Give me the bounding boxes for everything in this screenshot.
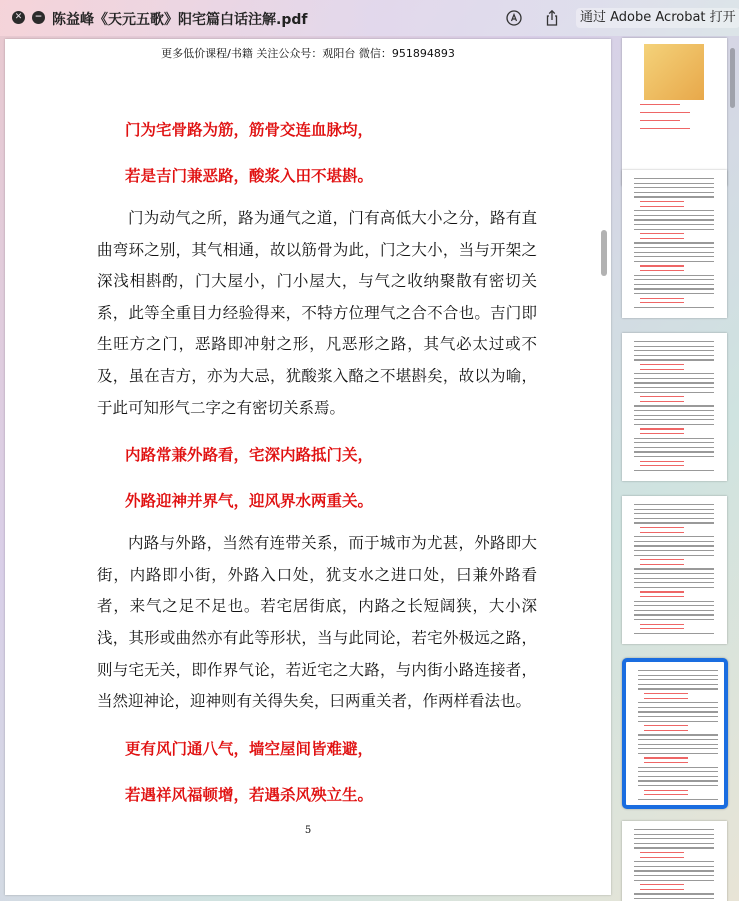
- page-thumbnail[interactable]: [622, 658, 728, 809]
- thumbnail-text-line: [634, 350, 714, 351]
- thumbnail-text-line: [638, 721, 718, 722]
- thumbnail-text-line: [634, 284, 714, 285]
- thumbnail-text-line: [634, 518, 714, 519]
- thumbnail-text-line: [634, 252, 714, 253]
- thumbnail-text-line: [640, 527, 684, 528]
- thumbnail-text-line: [640, 302, 684, 303]
- thumbnail-text-line: [634, 424, 714, 425]
- cover-image: [644, 44, 704, 100]
- thumbnail-text-line: [634, 880, 714, 881]
- thumbnail-text-line: [644, 698, 688, 699]
- thumbnail-text-line: [640, 201, 684, 202]
- thumbnail-text-line: [634, 279, 714, 280]
- thumbnail-text-line: [640, 884, 684, 885]
- thumbnail-text-line: [634, 215, 714, 216]
- thumbnail-text-line: [634, 866, 714, 867]
- thumbnail-text-line: [634, 410, 714, 411]
- thumbnail-text-line: [634, 614, 714, 615]
- thumbnail-text-line: [644, 794, 688, 795]
- commentary-paragraph: 内路与外路，当然有连带关系，而于城市为尤甚，外路即大街，内路即小街，外路入口处，犹支水之进口处，曰兼外路看者，来气之足不足也。若宅居街底，内路之长短阔狭，大小深浅，其形或曲然亦有此等形状，当与此同论，若宅外极远之路，则与宅无关，即作界气论，若近宅之大路，与内街小路连接者，当然迎神论，迎神则有关得失矣，曰两重关者，作两样看法也。: [97, 534, 537, 711]
- thumbnail-text-line: [634, 187, 714, 188]
- thumbnail-text-line: [634, 870, 714, 871]
- thumbnail-text-line: [634, 898, 714, 899]
- verse-line: 若是吉门兼恶路，酸浆入田不堪斟。: [125, 166, 374, 185]
- page-thumbnail[interactable]: [622, 170, 727, 318]
- thumbnail-text-line: [634, 355, 714, 356]
- thumbnail-text-line: [644, 762, 688, 763]
- thumbnail-text-line: [634, 438, 714, 439]
- thumbnail-text-line: [640, 559, 684, 560]
- thumbnail-text-line: [634, 359, 714, 360]
- thumbnail-text-line: [634, 541, 714, 542]
- open-in-acrobat-button[interactable]: 通过 Adobe Acrobat 打开: [576, 8, 739, 28]
- verse-line: 更有风门通八气，墙空屋间皆难避，: [125, 738, 374, 758]
- thumbnail-text-line: [634, 247, 714, 248]
- page-thumbnail[interactable]: [622, 496, 727, 644]
- thumbnail-text-line: [634, 587, 714, 588]
- thumbnail-text-line: [634, 224, 714, 225]
- thumbnail-text-line: [634, 275, 714, 276]
- thumbnail-text-line: [640, 206, 684, 207]
- thumbnail-text-line: [634, 861, 714, 862]
- thumbnail-text-line: [640, 564, 684, 565]
- thumbnail-text-line: [634, 415, 714, 416]
- thumbnail-text-line: [638, 767, 718, 768]
- verse-line: 若遇祥风福顿增，若遇杀风殃立生。: [125, 784, 374, 804]
- thumbnail-text-line: [640, 628, 684, 629]
- thumbnail-text-line: [634, 378, 714, 379]
- thumbnail-text-line: [638, 684, 718, 685]
- thumbnail-text-line: [640, 369, 684, 370]
- thumbnail-text-line: [634, 522, 714, 523]
- verse-line: 外路迎神并界气，迎风界水两重关。: [125, 491, 374, 511]
- thumbnail-text-line: [644, 725, 688, 726]
- thumbnail-sidebar[interactable]: [614, 36, 739, 901]
- thumbnail-text-line: [634, 550, 714, 551]
- thumbnail-text-line: [644, 757, 688, 758]
- thumbnail-text-line: [638, 716, 718, 717]
- thumbnail-text-line: [640, 433, 684, 434]
- thumbnail-text-line: [634, 545, 714, 546]
- thumbnail-text-line: [634, 219, 714, 220]
- page-number: 5: [304, 825, 312, 836]
- thumbnail-text-line: [640, 624, 684, 625]
- thumbnail-text-line: [640, 270, 684, 271]
- thumbnail-text-line: [640, 596, 684, 597]
- share-icon[interactable]: [543, 9, 561, 27]
- thumbnail-text-line: [634, 838, 714, 839]
- thumbnail-text-line: [640, 364, 684, 365]
- thumbnail-text-line: [638, 780, 718, 781]
- thumbnail-text-line: [634, 387, 714, 388]
- thumbnail-text-line: [638, 707, 718, 708]
- thumbnail-text-line: [638, 753, 718, 754]
- thumbnail-text-line: [634, 210, 714, 211]
- thumbnail-text-line: [638, 785, 718, 786]
- thumbnail-text-line: [634, 382, 714, 383]
- thumbnail-text-line: [638, 679, 718, 680]
- pdf-page: [5, 39, 611, 895]
- page-thumbnail[interactable]: [622, 821, 727, 901]
- thumbnail-text-line: [640, 265, 684, 266]
- thumbnail-text-line: [640, 532, 684, 533]
- thumbnail-text-line: [634, 619, 714, 620]
- thumbnail-text-line: [634, 568, 714, 569]
- thumbnail-text-line: [634, 196, 714, 197]
- thumbnail-text-line: [634, 307, 714, 308]
- thumbnail-text-line: [634, 229, 714, 230]
- thumbnail-text-line: [640, 128, 690, 129]
- window-title: 陈益峰《天元五歌》阳宅篇白话注解.pdf: [52, 12, 308, 28]
- thumbnail-text-line: [634, 555, 714, 556]
- thumbnail-text-line: [634, 373, 714, 374]
- thumbnail-text-line: [640, 120, 680, 121]
- thumbnail-text-line: [638, 670, 718, 671]
- thumbnail-text-line: [634, 605, 714, 606]
- thumbnail-text-line: [640, 401, 684, 402]
- verse-line: 门为宅骨路为筋，筋骨交连血脉均，: [125, 120, 374, 139]
- thumbnail-text-line: [640, 465, 684, 466]
- thumbnail-text-line: [634, 610, 714, 611]
- sidebar-scrollbar[interactable]: [730, 48, 735, 108]
- thumbnail-text-line: [640, 233, 684, 234]
- thumbnail-text-line: [640, 591, 684, 592]
- thumbnail-text-line: [634, 601, 714, 602]
- commentary-paragraph: 门为动气之所，路为通气之道，门有高低大小之分，路有直曲弯环之别，其气相通，故以筋骨为此，门之大小，当与开架之深浅相斟酌，门大屋小，门小屋大，与气之收纳聚散有密切关系，此等全重目力经验得来，不特方位理气之合不合也。吉门即生旺方之门，恶路即冲射之形，凡恶形之路，其气必太过或不及，虽在吉方，亦为大忌，犹酸浆入酪之不堪斟矣，故以为喻，于此可知形气二字之有密切关系焉。: [97, 209, 537, 417]
- thumbnail-text-line: [634, 256, 714, 257]
- thumbnail-text-line: [644, 693, 688, 694]
- thumbnail-text-line: [634, 447, 714, 448]
- thumbnail-text-line: [638, 771, 718, 772]
- thumbnail-text-line: [638, 748, 718, 749]
- thumbnail-text-line: [634, 578, 714, 579]
- thumbnail-text-line: [634, 509, 714, 510]
- thumbnail-text-line: [634, 346, 714, 347]
- thumbnail-text-line: [634, 192, 714, 193]
- minimize-icon[interactable]: −: [32, 11, 45, 24]
- thumbnail-text-line: [634, 419, 714, 420]
- thumbnail-text-line: [634, 582, 714, 583]
- thumbnail-text-line: [640, 461, 684, 462]
- thumbnail-text-line: [634, 843, 714, 844]
- thumbnail-text-line: [638, 776, 718, 777]
- page-thumbnail[interactable]: [622, 38, 727, 186]
- thumbnail-text-line: [640, 104, 680, 105]
- thumbnail-text-line: [634, 405, 714, 406]
- thumbnail-text-line: [640, 889, 684, 890]
- page-content: [97, 107, 537, 818]
- thumbnail-text-line: [634, 573, 714, 574]
- thumbnail-text-line: [640, 298, 684, 299]
- thumbnail-text-line: [634, 847, 714, 848]
- thumbnail-text-line: [640, 428, 684, 429]
- title-bar: [0, 0, 739, 36]
- thumbnail-text-line: [640, 238, 684, 239]
- thumbnail-text-line: [634, 893, 714, 894]
- thumbnail-text-line: [634, 178, 714, 179]
- thumbnail-text-line: [634, 242, 714, 243]
- thumbnail-text-line: [638, 739, 718, 740]
- thumbnail-text-line: [638, 734, 718, 735]
- thumbnail-text-line: [638, 702, 718, 703]
- page-header: 更多低价课程/书籍 关注公众号：观阳台 微信：951894893: [161, 47, 455, 60]
- thumbnail-text-line: [634, 288, 714, 289]
- thumbnail-text-line: [634, 513, 714, 514]
- thumbnail-text-line: [644, 730, 688, 731]
- thumbnail-text-line: [634, 875, 714, 876]
- thumbnail-text-line: [634, 392, 714, 393]
- verse-line: 内路常兼外路看，宅深内路抵门关，: [125, 445, 374, 465]
- thumbnail-text-line: [644, 790, 688, 791]
- thumbnail-text-line: [634, 829, 714, 830]
- thumbnail-text-line: [638, 711, 718, 712]
- thumbnail-text-line: [634, 451, 714, 452]
- thumbnail-text-line: [640, 112, 690, 113]
- thumbnail-text-line: [638, 744, 718, 745]
- thumbnail-text-line: [638, 675, 718, 676]
- thumbnail-text-line: [634, 293, 714, 294]
- thumbnail-text-line: [640, 852, 684, 853]
- thumbnail-text-line: [634, 341, 714, 342]
- page-thumbnail[interactable]: [622, 333, 727, 481]
- close-icon[interactable]: ✕: [12, 11, 25, 24]
- thumbnail-text-line: [638, 799, 718, 800]
- thumbnail-text-line: [640, 857, 684, 858]
- thumbnail-text-line: [634, 261, 714, 262]
- thumbnail-text-line: [634, 456, 714, 457]
- thumbnail-text-line: [634, 183, 714, 184]
- thumbnail-text-line: [634, 633, 714, 634]
- thumbnail-text-line: [634, 536, 714, 537]
- markup-icon[interactable]: [505, 9, 523, 27]
- page-scrollbar[interactable]: [601, 230, 607, 276]
- thumbnail-text-line: [634, 470, 714, 471]
- thumbnail-text-line: [634, 442, 714, 443]
- thumbnail-text-line: [634, 504, 714, 505]
- thumbnail-text-line: [640, 396, 684, 397]
- thumbnail-text-line: [638, 688, 718, 689]
- thumbnail-text-line: [634, 834, 714, 835]
